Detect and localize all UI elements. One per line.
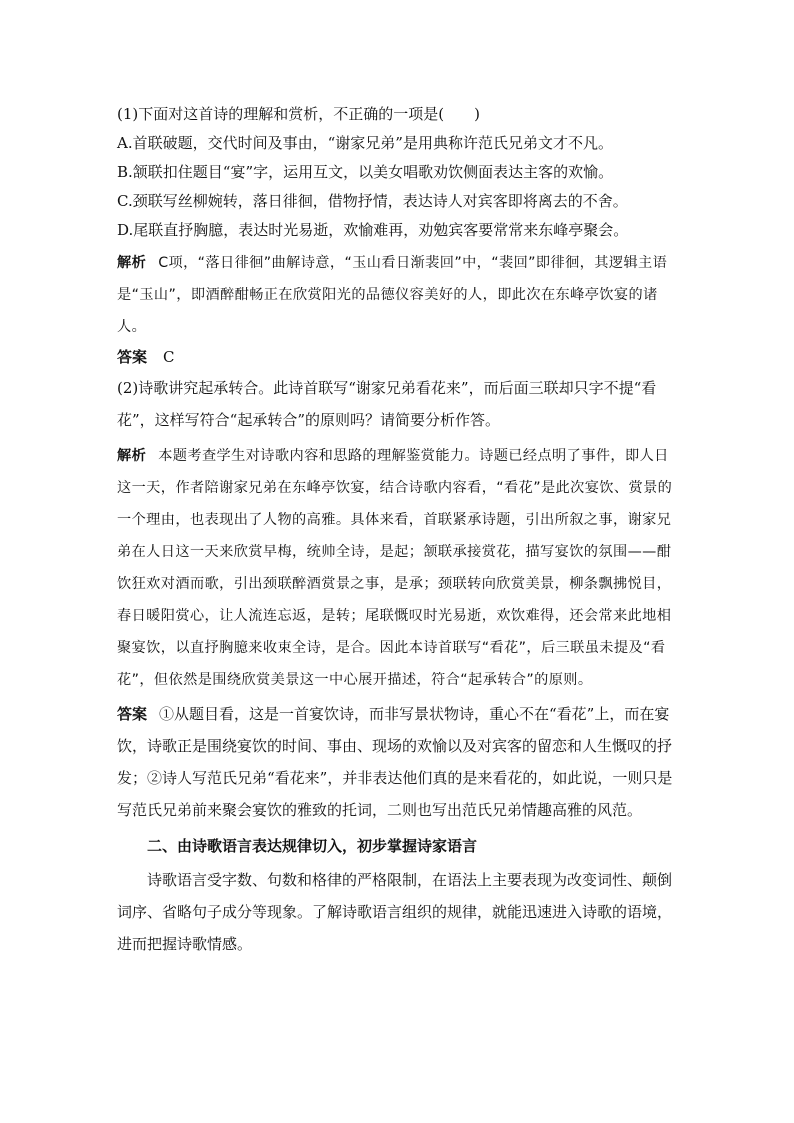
question-1-analysis <box>117 247 679 343</box>
question-2-analysis <box>117 440 679 696</box>
answer-value: C <box>163 348 175 366</box>
option-a: A.首联破题，交代时间及事由，“谢家兄弟”是用典称许范氏兄弟文才不凡。 <box>117 134 613 152</box>
answer-text: ①从题目看，这是一首宴饮诗，而非写景状物诗，重心不在“看花”上，而在宴饮，诗歌正是围绕宴饮的时间、事由、现场的欢愉以及对宾客的留恋和人生慨叹的抒发；②诗人写范氏兄弟“看花来”，并非表达他们真的是来看花的，如此说，一则只是写范氏兄弟前来聚会宴饮的雅致的托词，二则也写出范氏兄弟情趣高雅的风范。 <box>117 705 673 819</box>
question-1-answer <box>117 343 679 372</box>
analysis-text: C项，“落日徘徊”曲解诗意，“玉山看日渐裴回”中，“裴回”即徘徊，其逻辑主语是“玉山”，即酒醉酣畅正在欣赏阳光的品德仪容美好的人，即此次在东峰亭饮宴的诸人。 <box>117 255 668 335</box>
option-b: B.颔联扣住题目“宴”字，运用互文，以美女唱歌劝饮侧面表达主客的欢愉。 <box>117 163 614 181</box>
document-content <box>117 100 679 960</box>
analysis-text: 本题考查学生对诗歌内容和思路的理解鉴赏能力。诗题已经点明了事件，即人日这一天，作者陪谢家兄弟在东峰亭饮宴，结合诗歌内容看，“看花”是此次宴饮、赏景的一个理由，也表现出了人物的高雅。具体来看，首联紧承诗题，引出所叙之事，谢家兄弟在人日这一天来欣赏早梅，统帅全诗，是起；颔联承接赏花，描写宴饮的氛围——酣饮狂欢对酒而歌，引出颈联醉酒赏景之事，是承；颈联转向欣赏美景，柳条飘拂悦目，春日暖阳赏心，让人流连忘返，是转；尾联慨叹时光易逝，欢饮难得，还会常来此地相聚宴饮，以直抒胸臆来收束全诗，是合。因此本诗首联写“看花”，后三联虽未提及“看花”，但依然是围绕欣赏美景这一中心展开描述，符合“起承转合”的原则。 <box>117 448 673 688</box>
analysis-label: 解析 <box>117 448 147 464</box>
option-c: C.颈联写丝柳婉转，落日徘徊，借物抒情，表达诗人对宾客即将离去的不舍。 <box>117 192 628 210</box>
section-body: 诗歌语言受字数、句数和格律的严格限制，在语法上主要表现为改变词性、颠倒词序、省略句子成分等现象。了解诗歌语言组织的规律，就能迅速进入诗歌的语境，进而把握诗歌情感。 <box>117 871 673 953</box>
analysis-label: 解析 <box>117 255 147 271</box>
question-1-stem: (1)下面对这首诗的理解和赏析，不正确的一项是( ) <box>117 105 480 123</box>
option-d: D.尾联直抒胸臆，表达时光易逝，欢愉难再，劝勉宾客要常常来东峰亭聚会。 <box>117 221 629 239</box>
question-2-answer <box>117 698 679 826</box>
section-heading: 二、由诗歌语言表达规律切入，初步掌握诗家语言 <box>147 837 478 855</box>
answer-label: 答案 <box>117 705 148 723</box>
question-2-stem: (2)诗歌讲究起承转合。此诗首联写“谢家兄弟看花来”，而后面三联却只字不提“看花”，这样写符合“起承转合”的原则吗？请简要分析作答。 <box>117 379 657 429</box>
answer-label: 答案 <box>117 348 148 366</box>
